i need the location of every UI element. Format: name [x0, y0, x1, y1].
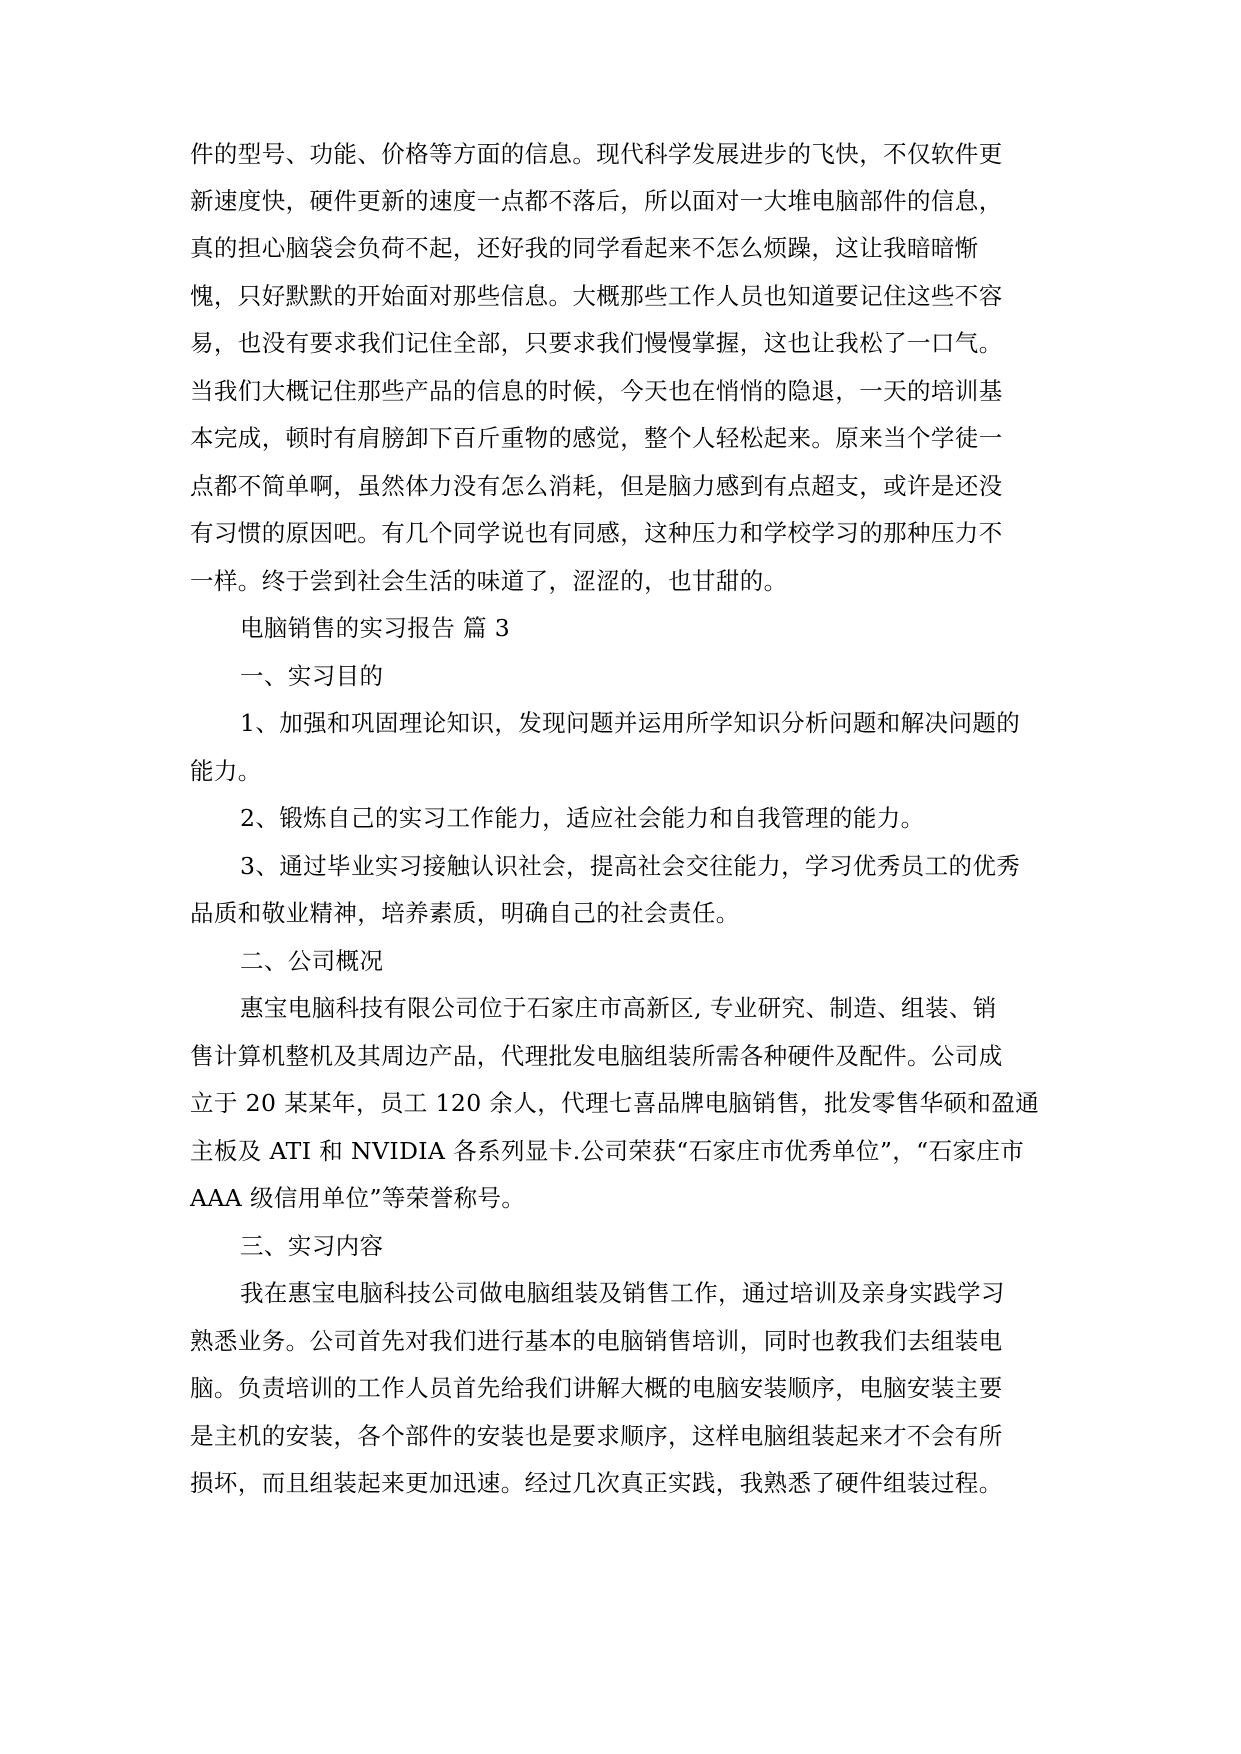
- text-line: 1、加强和巩固理论知识，发现问题并运用所学知识分析问题和解决问题的: [240, 709, 1021, 737]
- text-line: 易，也没有要求我们记住全部，只要求我们慢慢掌握，这也让我松了一口气。: [190, 329, 1003, 357]
- text-line: 惠宝电脑科技有限公司位于石家庄市高新区, 专业研究、制造、组装、销: [240, 994, 997, 1022]
- text-line: 本完成，顿时有肩膀卸下百斤重物的感觉，整个人轻松起来。原来当个学徒一: [190, 424, 1003, 452]
- text-line: 售计算机整机及其周边产品，代理批发电脑组装所需各种硬件及配件。公司成: [190, 1042, 1003, 1070]
- section-heading: 一、实习目的: [240, 662, 384, 690]
- text-line: 有习惯的原因吧。有几个同学说也有同感，这种压力和学校学习的那种压力不: [190, 519, 1003, 547]
- text-line: 2、锻炼自己的实习工作能力，适应社会能力和自我管理的能力。: [240, 804, 925, 832]
- text-line: 我在惠宝电脑科技公司做电脑组装及销售工作，通过培训及亲身实践学习: [240, 1279, 1005, 1307]
- section-heading: 二、公司概况: [240, 947, 384, 975]
- section-title: 电脑销售的实习报告 篇 3: [240, 614, 511, 642]
- text-line: AAA 级信用单位”等荣誉称号。: [190, 1184, 526, 1212]
- text-line: 是主机的安装，各个部件的安装也是要求顺序，这样电脑组装起来才不会有所: [190, 1422, 1003, 1450]
- text-line: 熟悉业务。公司首先对我们进行基本的电脑销售培训，同时也教我们去组装电: [190, 1327, 1003, 1355]
- text-line: 品质和敬业精神，培养素质，明确自己的社会责任。: [190, 899, 740, 927]
- text-line: 能力。: [190, 757, 262, 785]
- section-heading: 三、实习内容: [240, 1232, 384, 1260]
- text-line: 当我们大概记住那些产品的信息的时候，今天也在悄悄的隐退，一天的培训基: [190, 377, 1003, 405]
- text-line: 主板及 ATI 和 NVIDIA 各系列显卡.公司荣获“石家庄市优秀单位”，“石家庄市: [190, 1137, 1025, 1165]
- text-line: 真的担心脑袋会负荷不起，还好我的同学看起来不怎么烦躁，这让我暗暗惭: [190, 234, 979, 262]
- text-line: 3、通过毕业实习接触认识社会，提高社会交往能力，学习优秀员工的优秀: [240, 852, 1021, 880]
- text-line: 点都不简单啊，虽然体力没有怎么消耗，但是脑力感到有点超支，或许是还没: [190, 472, 1003, 500]
- text-line: 愧，只好默默的开始面对那些信息。大概那些工作人员也知道要记住这些不容: [190, 282, 1003, 310]
- text-line: 新速度快，硬件更新的速度一点都不落后，所以面对一大堆电脑部件的信息，: [190, 187, 1003, 215]
- text-line: 脑。负责培训的工作人员首先给我们讲解大概的电脑安装顺序，电脑安装主要: [190, 1374, 1003, 1402]
- text-line: 立于 20 某某年，员工 120 余人，代理七喜品牌电脑销售，批发零售华硕和盈通: [190, 1089, 1040, 1117]
- text-line: 一样。终于尝到社会生活的味道了，涩涩的，也甘甜的。: [190, 567, 788, 595]
- text-line: 损坏，而且组装起来更加迅速。经过几次真正实践，我熟悉了硬件组装过程。: [190, 1469, 1003, 1497]
- text-line: 件的型号、功能、价格等方面的信息。现代科学发展进步的飞快，不仅软件更: [190, 140, 1003, 168]
